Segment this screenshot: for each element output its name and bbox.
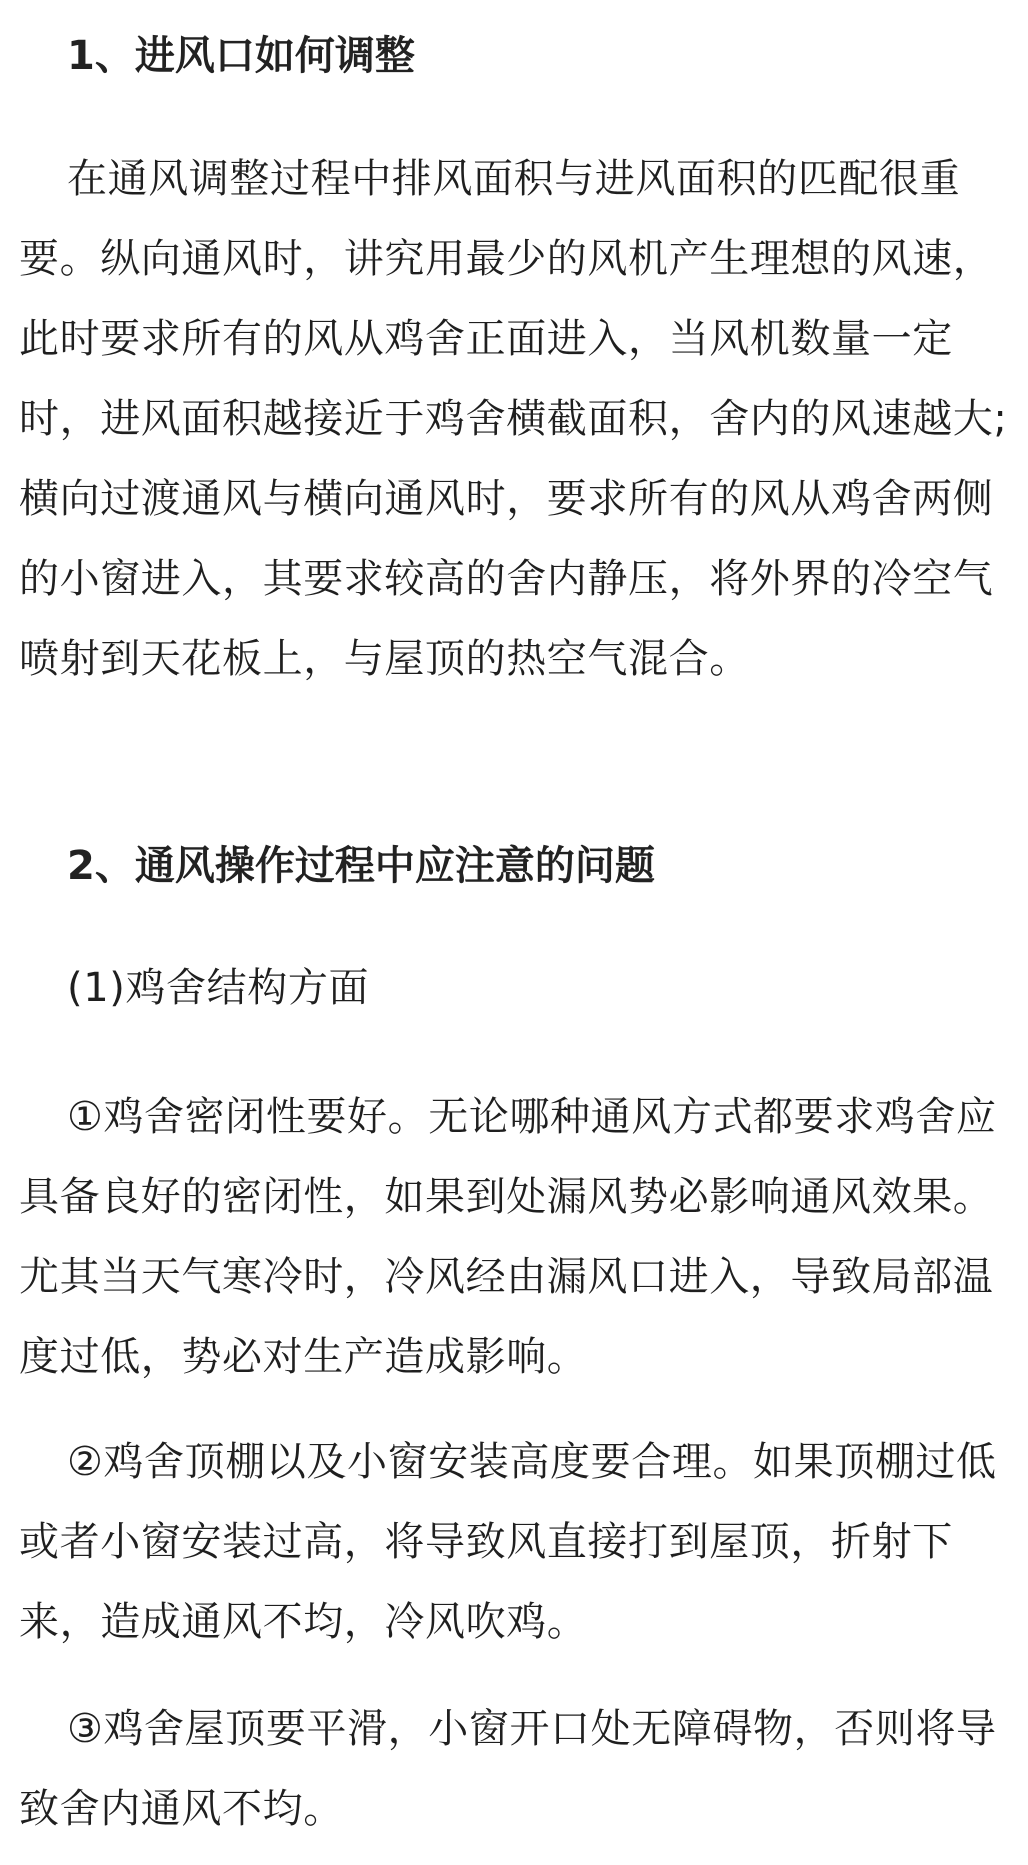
section-heading-air-inlet: 1、进风口如何调整 [67, 33, 415, 79]
point-airtightness: ①鸡舍密闭性要好。无论哪种通风方式都要求鸡舍应具备良好的密闭性，如果到处漏风势必影响通风效果。尤其当天气寒冷时，冷风经由漏风口进入，导致局部温度过低，势必对生产造成影响。 [19, 1094, 997, 1380]
point-ceiling-window-height: ②鸡舍顶棚以及小窗安装高度要合理。如果顶棚过低或者小窗安装过高，将导致风直接打到屋顶，折射下来，造成通风不均，冷风吹鸡。 [19, 1439, 997, 1645]
point-roof-smooth: ③鸡舍屋顶要平滑，小窗开口处无障碍物，否则将导致舍内通风不均。 [19, 1706, 997, 1832]
section-heading-ventilation-issues: 2、通风操作过程中应注意的问题 [67, 843, 655, 889]
subheading-house-structure: (1)鸡舍结构方面 [67, 965, 370, 1011]
paragraph-air-inlet: 在通风调整过程中排风面积与进风面积的匹配很重要。纵向通风时，讲究用最少的风机产生理想的风速，此时要求所有的风从鸡舍正面进入，当风机数量一定时，进风面积越接近于鸡舍横截面积，舍内的风速越大;横向过渡通风与横向通风时，要求所有的风从鸡舍两侧的小窗进入，其要求较高的舍内静压，将外界的冷空气喷射到天花板上，与屋顶的热空气混合。 [19, 156, 1008, 682]
